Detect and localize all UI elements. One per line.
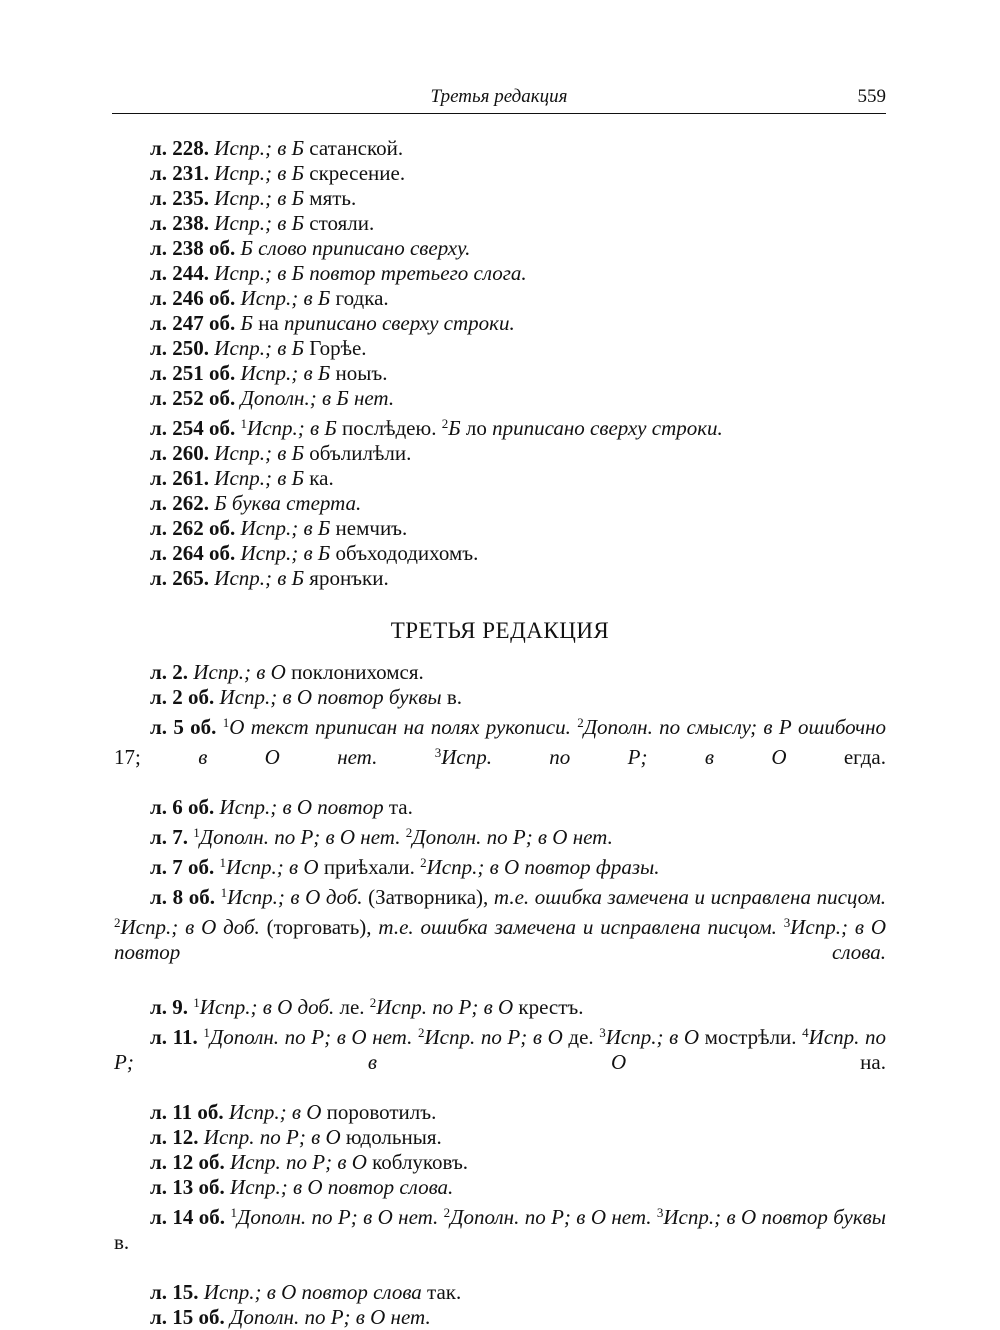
note-entry: л. 250. Испр.; в Б Горѣе. <box>150 336 367 360</box>
note-entry: л. 15 об. Дополн. по Р; в О нет. <box>150 1305 431 1329</box>
notes-section-1 <box>114 136 886 591</box>
note-entry: л. 260. Испр.; в Б обълилѣли. <box>150 441 412 465</box>
note-entry: л. 261. Испр.; в Б ка. <box>150 466 334 490</box>
note-entry: л. 12. Испр. по Р; в О юдольныя. <box>150 1125 442 1149</box>
note-entry: л. 13 об. Испр.; в О повтор слова. <box>150 1175 454 1199</box>
note-entry: л. 251 об. Испр.; в Б ноыъ. <box>150 361 388 385</box>
note-entry: л. 238. Испр.; в Б стояли. <box>150 211 375 235</box>
note-entry: л. 262 об. Испр.; в Б немчиъ. <box>150 516 408 540</box>
note-entry: л. 9. $^1$Испр.; в О доб. ле. $^2$Испр. по Р; в О крестъ. <box>150 995 584 1019</box>
notes-section-2 <box>114 660 886 1330</box>
note-entry: л. 244. Испр.; в Б повтор третьего слога. <box>150 261 527 285</box>
running-header <box>112 86 886 110</box>
note-entry: л. 15. Испр.; в О повтор слова так. <box>150 1280 462 1304</box>
section-heading: ТРЕТЬЯ РЕДАКЦИЯ <box>390 618 610 643</box>
note-entry: л. 228. Испр.; в Б сатанской. <box>150 136 404 160</box>
note-entry: л. 11. $^1$Дополн. по Р; в О нет. $^2$Испр. по Р; в О де. $^3$Испр.; в О мострѣли. $^4$Испр. по Р; в О на. <box>114 1025 887 1074</box>
note-entry: л. 238 об. Б слово приписано сверху. <box>150 236 471 260</box>
note-entry: л. 235. Испр.; в Б мять. <box>150 186 357 210</box>
page-number: 559 <box>857 86 886 107</box>
note-entry: л. 264 об. Испр.; в Б объхододихомъ. <box>150 541 479 565</box>
header-rule <box>112 113 886 114</box>
note-entry: л. 8 об. $^1$Испр.; в О доб. (Затворника), т.е. ошибка замечена и исправлена писцом. $^2$Испр.; в О доб. (торговать), т.е. ошибка замечена и исправлена писцом. $^3$Испр.; в О повтор слова. <box>114 885 887 964</box>
note-entry: л. 5 об. $^1$О текст приписан на полях рукописи. $^2$Дополн. по смыслу; в Р ошибочно 17; в О нет. $^3$Испр. по Р; в О егда. <box>114 715 887 769</box>
note-entry: л. 265. Испр.; в Б яронъки. <box>150 566 389 590</box>
note-entry: л. 246 об. Испр.; в Б годка. <box>150 286 389 310</box>
note-entry: л. 12 об. Испр. по Р; в О коблуковъ. <box>150 1150 469 1174</box>
note-entry: л. 7 об. $^1$Испр.; в О приѣхали. $^2$Испр.; в О повтор фразы. <box>150 855 660 879</box>
note-entry: л. 262. Б буква стерта. <box>150 491 362 515</box>
note-entry: л. 14 об. $^1$Дополн. по Р; в О нет. $^2$Дополн. по Р; в О нет. $^3$Испр.; в О повтор буквы в. <box>114 1205 886 1254</box>
running-title: Третья редакция <box>430 86 568 107</box>
note-entry: л. 2 об. Испр.; в О повтор буквы в. <box>150 685 463 709</box>
note-entry: л. 252 об. Дополн.; в Б нет. <box>150 386 395 410</box>
note-entry: л. 11 об. Испр.; в О поровотилъ. <box>150 1100 437 1124</box>
note-entry: л. 6 об. Испр.; в О повтор та. <box>150 795 413 819</box>
note-entry: л. 7. $^1$Дополн. по Р; в О нет. $^2$Дополн. по Р; в О нет. <box>150 825 613 849</box>
note-entry: л. 254 об. $^1$Испр.; в Б послѣдею. $^2$Б ло приписано сверху строки. <box>150 416 723 440</box>
note-entry: л. 2. Испр.; в О поклонихомся. <box>150 660 424 684</box>
note-entry: л. 247 об. Б на приписано сверху строки. <box>150 311 515 335</box>
note-entry: л. 231. Испр.; в Б скресение. <box>150 161 406 185</box>
